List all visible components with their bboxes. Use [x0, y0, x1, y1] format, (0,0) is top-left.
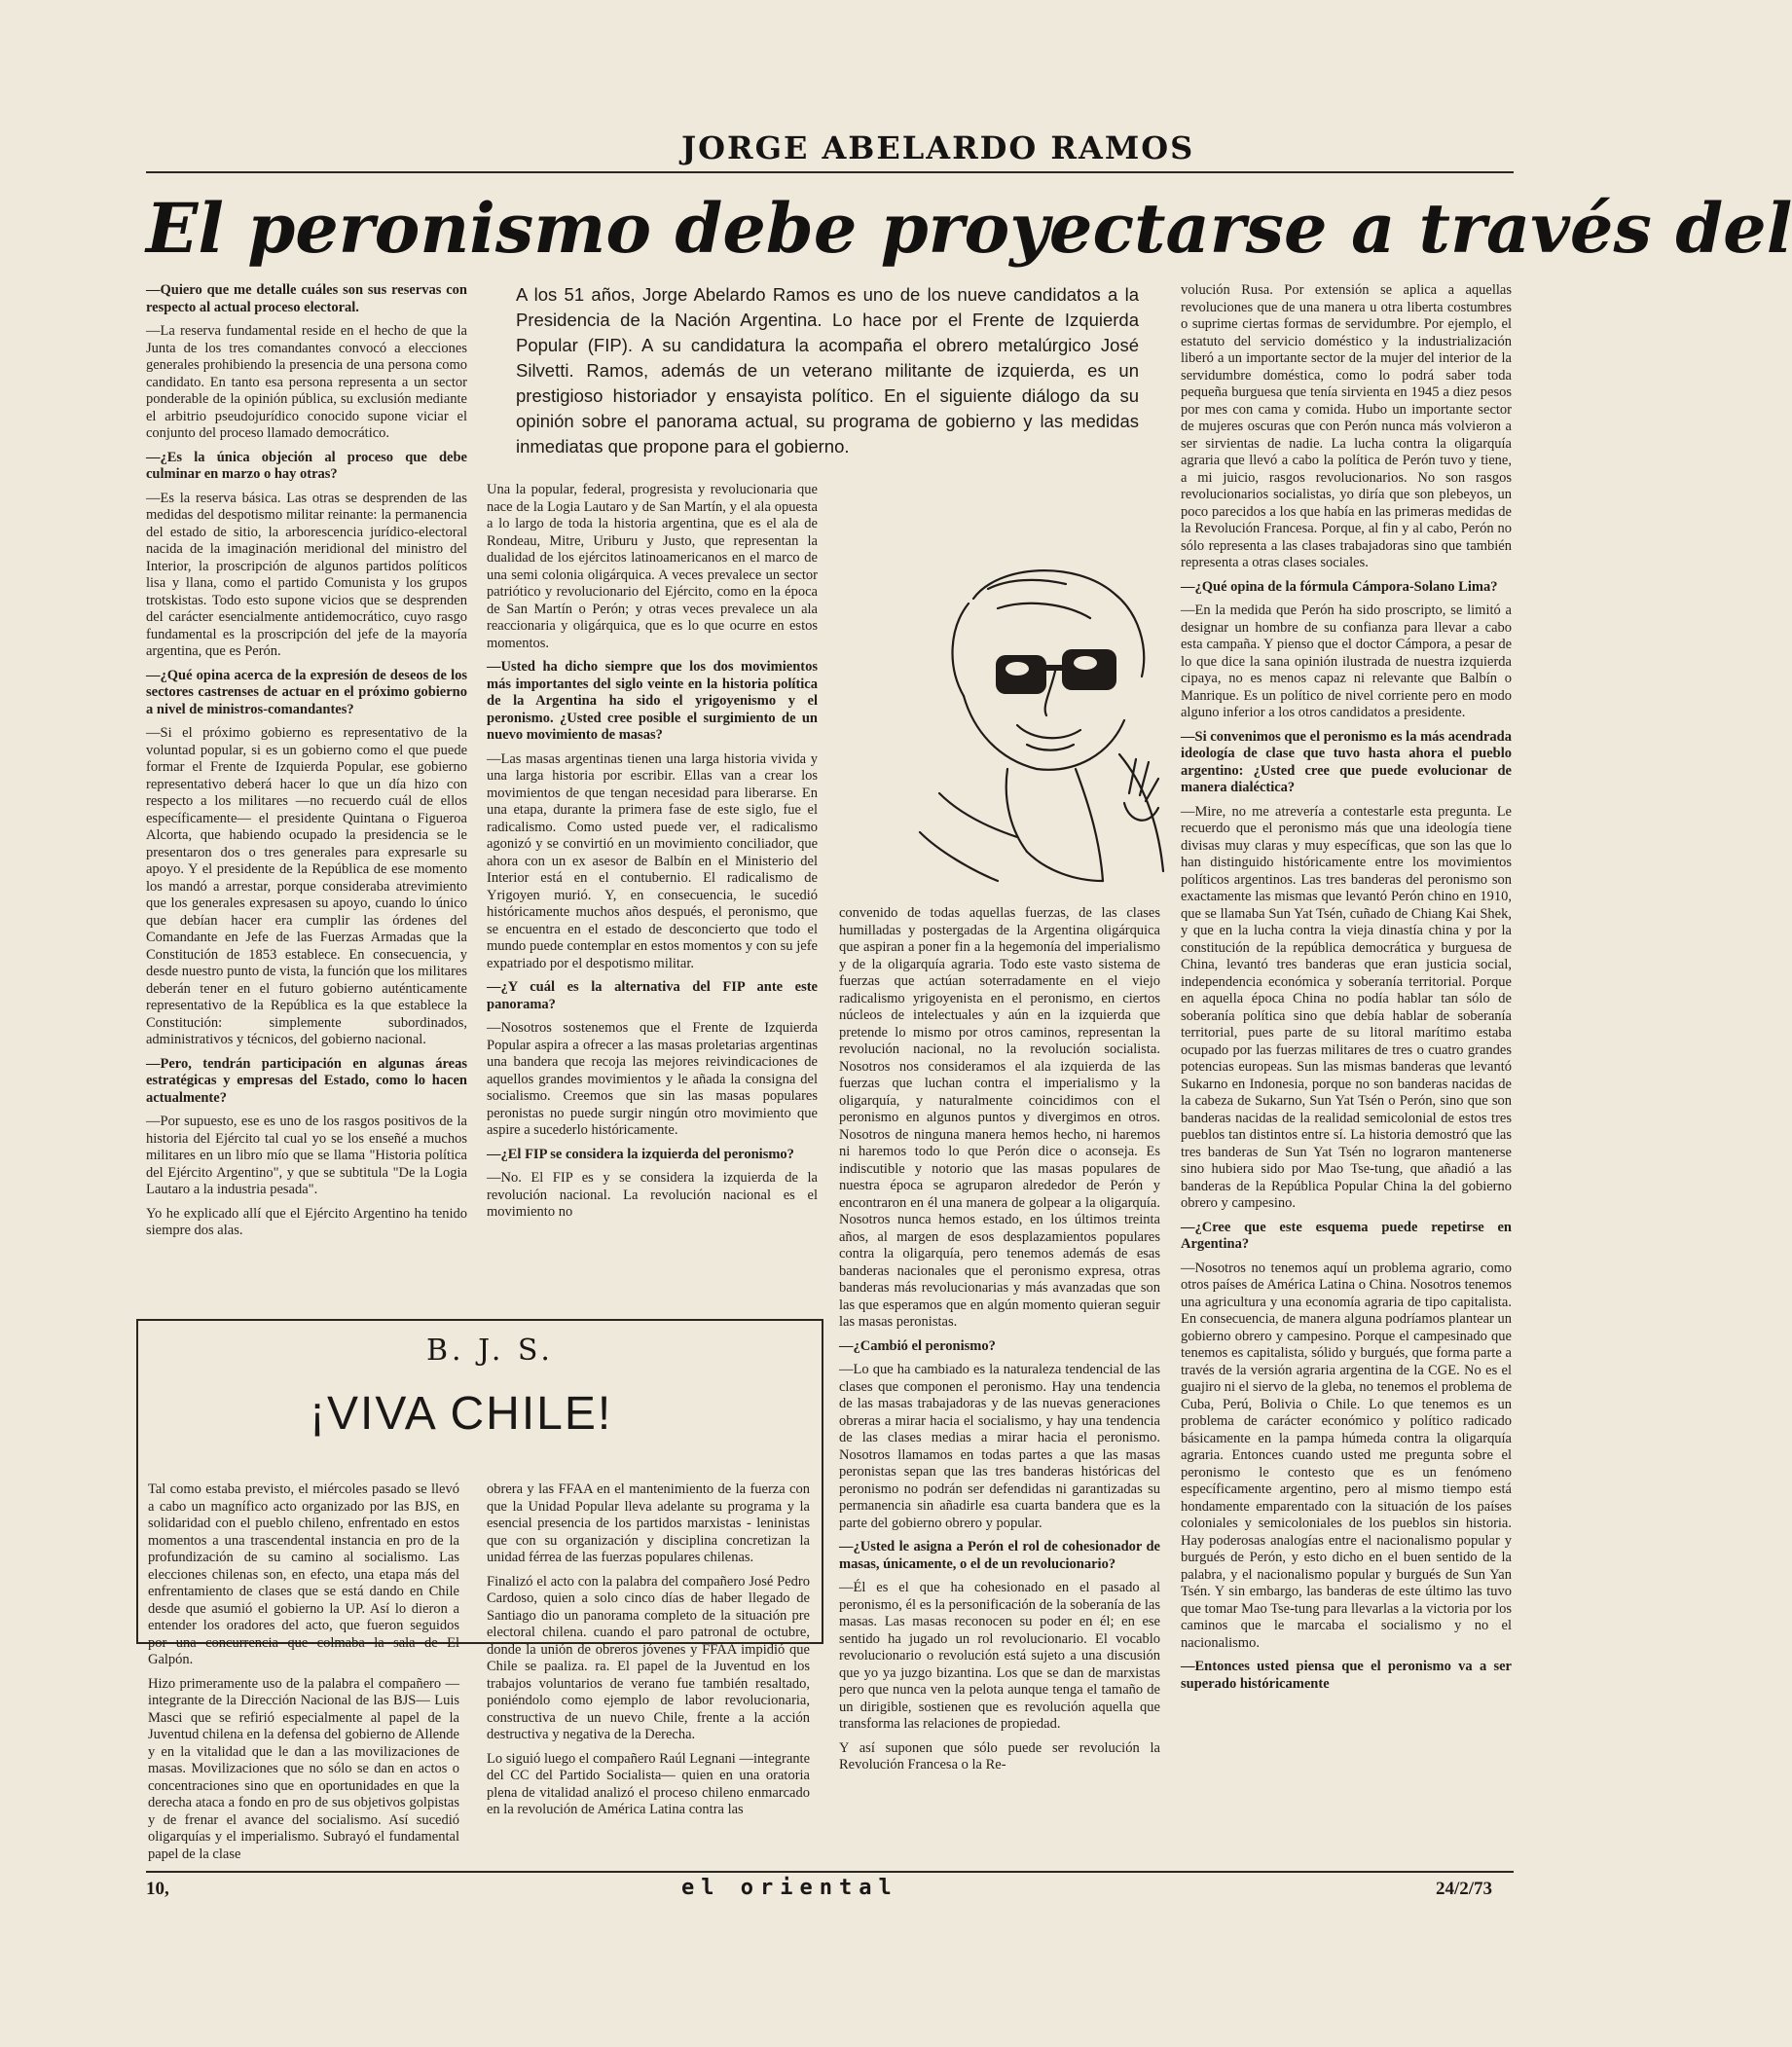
paragraph: Finalizó el acto con la palabra del compañero José Pedro Cardoso, quien a solo cinco días de haber llegado de Santiago dio un panorama completo de la situación pre electoral chilena. cuando el paro patronal de octubre, donde la unión de obreros jóvenes y FFAA impidió que Chile se paaliza. ra. El papel de la Juventud en los trabajos voluntarios de verano fue también resaltado, poniéndolo como ejemplo de labor revolucionaria, constructiva de un nuevo Chile, frente a la acción destructiva y negativa de la Derecha.	[487, 1573, 810, 1742]
headline: El peronismo debe proyectarse a través del	[146, 188, 1792, 269]
paragraph: —Lo que ha cambiado es la naturaleza tendencial de las clases que componen el peronismo. Hay una tendencia de las masas trabajadoras y de las nuevas generaciones obreras a mirar hacia el socialismo, y hay una tendencia de las clases medias a mirar hacia el peronismo. Nosotros llamamos en todas partes a que las masas peronistas sepan que las tres banderas históricas del peronismo no podrán ser defendidas ni garantizadas su permanencia sin añadirle esa cuarta bandera que es la parte del gobierno obrero y popular.	[839, 1362, 1160, 1531]
paragraph: —No. El FIP es y se considera la izquierda de la revolución nacional. La revolución nacional es el movimiento no	[487, 1170, 818, 1220]
paragraph: —Si el próximo gobierno es representativo de la voluntad popular, si es un gobierno como el que puede formar el Frente de Izquierda Popular, ese gobierno representativo deberá hacer lo que un día hizo con respecto a los militares —no recuerdo cuál de ellos específicamente— el presidente Quintana o Figueroa Alcorta, que habiendo ocupado la presidencia se le presentaron dos o tres generales para expresarle su apoyo. Y el presidente de la República de ese momento los mandó a arrestar, porque consideraba atrevimiento que los generales expresasen su apoyo, cuando lo único que debían hacer era cumplir las órdenes del Comandante en Jefe de las Fuerzas Armadas que la Constitución de 1853 establece. En consecuencia, y desde nuestro punto de vista, la función que los militares deberán tener en el futuro gobierno auténticamente representativo de la República es la que establece la Constitución: simplemente subordinados, administrativos y técnicos, del gobierno nacional.	[146, 725, 467, 1047]
paragraph: —La reserva fundamental reside en el hecho de que la Junta de los tres comandantes convocó a elecciones generales prohibiendo la presencia de una persona como candidato. En tanto esa persona representa a un sector ponderable de la opinión pública, su exclusión mediante el arbitrio pseudojurídico conocido supone viciar el conjunto del proceso llamado democrático.	[146, 323, 467, 441]
paragraph: volución Rusa. Por extensión se aplica a aquellas revoluciones que de una manera u otra liberta costumbres o suprime ciertas formas de servidumbre. Por ejemplo, el estatuto del servicio doméstico y la industrialización liberó a un importante sector de la mujer del interior de la servidumbre doméstica, como lo podrá saber toda pequeña burguesa que tenía sirvienta en 1945 a diez pesos por mes con cama y comida. Hubo un importante sector de mujeres oscuras que con Perón nunca más volvieron a ser sirvientas de nadie. La lucha contra la oligarquía agraria que llevó a cabo la política de Perón tuvo y tiene, a mi juicio, rasgos revolucionarios. No son rasgos revolucionarios socialistas, yo diría que son plebeyos, un poco parecidos a los que había en las primeras medidas de la Revolución Francesa. Porque, al fin y al cabo, Perón no sólo representa a las clases trabajadoras sino que también representa a otras clases sociales.	[1181, 282, 1512, 570]
issue-date: 24/2/73	[1436, 1879, 1493, 1899]
article-column-4	[1181, 282, 1512, 1692]
interview-question: —Si convenimos que el peronismo es la más acendrada ideología de clase que tuvo hasta ahora el pueblo argentino: ¿Usted cree que puede evolucionar de manera dialéctica?	[1181, 728, 1512, 795]
bjs-column-a	[148, 1481, 459, 1862]
paragraph: —Es la reserva básica. Las otras se desprenden de las medidas del despotismo militar reinante: la permanencia del estado de sitio, la arborescencia jurídico-electoral nacida de la imaginación meridional del ministro del Interior, la proscripción de algunos partidos políticos lisa y llana, como el partido Comunista y los grupos trotskistas. Todo esto supone vicios que se desprenden del carácter esencialmente antidemocrático, cuyo rasgo fundamental es la proscripción del jefe de la mayoría argentina, que es Perón.	[146, 490, 467, 659]
paragraph: —Nosotros no tenemos aquí un problema agrario, como otros países de América Latina o China. Nosotros tenemos una agricultura y una economía agraria de tipo capitalista. En consecuencia, de manera alguna podríamos plantear un gobierno obrero y campesino. Porque el campesinado que tenemos es capitalista, sólido y burgués, que forma parte a través de la versión agraria argentina de la CGE. No es el guajiro ni el siervo de la gleba, no tenemos el problema de Cuba, Perú, Bolivia o Chile. Lo que tenemos es un problema de carácter económico y político radicado básicamente en la pampa húmeda contra la oligarquía agraria. Entonces cuando usted me pregunta sobre el peronismo le contesto que es un fenómeno específicamente argentino, pero al mismo tiempo está hondamente emparentado con la situación de los países coloniales y semicoloniales de los pueblos sin historia. Hay poderosas analogías entre el nacionalismo popular y burgués de Perón, y esto dicho en el buen sentido de la palabra, y el nacionalismo popular y burgués de Sun Yan Tsén. Y sin embargo, las banderas de este último las tuvo que tomar Mao Tse-tung para llevarlas a la victoria por los caminos que le marcaba el socialismo y no el nacionalismo.	[1181, 1260, 1512, 1651]
interview-question: —¿Y cuál es la alternativa del FIP ante este panorama?	[487, 979, 818, 1012]
article-column-2	[487, 482, 818, 1368]
paragraph: obrera y las FFAA en el mantenimiento de la fuerza con que la Unidad Popular lleva adelante su programa y la esencial presencia de los partidos marxistas - leninistas que con su organización y disciplina concretizan la unidad férrea de las fuerzas populares chilenas.	[487, 1481, 810, 1565]
author-byline: JORGE ABELARDO RAMOS	[681, 129, 1195, 166]
article-intro: A los 51 años, Jorge Abelardo Ramos es uno de los nueve candidatos a la Presidencia de la Nación Argentina. Lo hace por el Frente de Izquierda Popular (FIP). A su candidatura la acompaña el obrero metalúrgico José Silvetti. Ramos, además de un veterano militante de izquierda, es un prestigioso historiador y ensayista político. En el siguiente diálogo da su opinión sobre el panorama actual, su programa de gobierno y las medidas inmediatas que propone para el gobierno.	[516, 284, 1139, 457]
paragraph: convenido de todas aquellas fuerzas, de las clases humilladas y postergadas de la Argentina oligárquica que aspiran a poner fin a la hegemonía del imperialismo y de la oligarquía agraria. Todo este vasto sistema de fuerzas que actúan soterradamente en el viejo radicalismo yrigoyenista en el peronismo, en ciertos núcleos de intelectuales y aún en la izquierda que pretende lo mismo por otros caminos, representan la revolución nacional, no la revolución socialista. Nosotros nos consideramos el ala izquierda de las fuerzas que luchan contra el imperialismo y la oligarquía, y naturalmente coincidimos con el peronismo en algunos puntos y divergimos en otros. Nosotros de ninguna manera hemos hecho, ni haremos ni haremos todo lo que Perón dice o aconseja. Es indiscutible y notorio que las masas populares de nuestra época se agruparon alrededor de Perón y encontraron en él una manera de golpear a la oligarquía. Nosotros nunca hemos estado, en los últimos treinta años, al margen de esos desplazamientos populares contra la oligarquía, pero tenemos además de esas banderas nacionales que el peronismo expresa, otras banderas más revolucionarias y más avanzadas que son las que esperamos que en algún momento quieran seguir las masas peronistas.	[839, 905, 1160, 1330]
paragraph: —Nosotros sostenemos que el Frente de Izquierda Popular aspira a ofrecer a las masas proletarias argentinas una bandera que recoja las mejores reivindicaciones de aquellos grandes movimientos y le añada la consigna del socialismo. Creemos que sin las masas populares peronistas no puede surgir ningún otro movimiento que aspire a sucederlo históricamente.	[487, 1020, 818, 1138]
interview-question: —¿Qué opina de la fórmula Cámpora-Solano Lima?	[1181, 578, 1498, 595]
publication-name: el oriental	[681, 1876, 898, 1900]
paragraph: Y así suponen que sólo puede ser revolución la Revolución Francesa o la Re-	[839, 1739, 1160, 1773]
paragraph: Una la popular, federal, progresista y revolucionaria que nace de la Logia Lautaro y de San Martín, y el ala opuesta a lo largo de toda la historia argentina, que es el ala de Rondeau, Mitre, Uriburu y Justo, que representan la dualidad de los ejércitos latinoamericanos en el marco de una semi colonia oligárquica. A veces prevalece un sector patriótico y revolucionario del Ejército, como en la época de San Martín o Perón; y otras veces prevalece un ala reaccionaria y oligárquica, que es lo que ocurre en estos momentos.	[487, 482, 818, 651]
paragraph: —Él es el que ha cohesionado en el pasado al peronismo, él es la personificación de la soberanía de las masas. Las masas reconocen su poder en él; en ese sentido ha jugado un rol revolucionario. El vocablo revolucionario o revolución está sujeto a una discusión que yo ya juzgo bizantina. Los que se dan de marxistas pero que nunca ven la pelota aunque tenga el tamaño de un dirigible, sostienen que es revolución aquella que transforma las relaciones de propiedad.	[839, 1580, 1160, 1732]
interview-question: —¿El FIP se considera la izquierda del peronismo?	[487, 1146, 794, 1162]
interview-question: —¿Cree que este esquema puede repetirse en Argentina?	[1181, 1219, 1512, 1252]
article-column-1	[146, 282, 467, 1304]
paragraph: Tal como estaba previsto, el miércoles pasado se llevó a cabo un magnífico acto organizado por las BJS, en solidaridad con el pueblo chileno, enfrentado en estos momentos a una trascendental instancia en pro de la profundización de su camino al socialismo. Las elecciones chilenas son, en efecto, una etapa más del enfrentamiento de clases que se está dando en Chile desde que asumió el gobierno la UP. Así lo dieron a entender los oradores del acto, que fueron seguidos por una concurrencia que colmaba la sala de El Galpón.	[148, 1481, 459, 1667]
caricature-illustration	[881, 560, 1202, 905]
paragraph: —Mire, no me atrevería a contestarle esta pregunta. Le recuerdo que el peronismo más que una ideología tiene divisas muy claras y muy específicas, que son las que lo han distinguido históricamente entre los movimientos políticos argentinos. Las tres banderas del peronismo son exactamente las mismas que levantó Perón chino en 1910, que se llamaba Sun Yat Tsén, cuñado de Chiang Kai Shek, y que en la lucha contra la vieja dinastía china y por la constitución de la república democrática y burguesa de China, levantó tres banderas que eran justicia social, independencia económica y soberanía territorial. Porque en aquella época China no podía hablar tan sólo de soberanía política sino que debía hablar de soberanía territorial, pues parte de su litoral marítimo estaba ocupado por las fuerzas militares de tres o cuatro grandes potencias europeas. Sun las mismas banderas que levantó Sukarno en Indonesia, porque no son banderas nacidas de la cabeza de Sukarno, Sun Yat Tsén o Perón, sino que son banderas nacidas de la realidad semicolonial de estos tres pueblos tan distintos entre sí. La historia demostró que las tres banderas de Sun Yat Tsén no lograron mantenerse sino hubiera sido por Mao Tse-tung, que añadió a las banderas de la República Popular China la del gobierno obrero y campesino.	[1181, 803, 1512, 1211]
article-column-3	[839, 905, 1160, 1773]
bjs-title: ¡VIVA CHILE!	[310, 1388, 613, 1440]
paragraph: —Las masas argentinas tienen una larga historia vivida y una larga historia por escribir. Ellas van a crear los movimientos de que tengan necesidad para liberarse. En una etapa, durante la primera fase de este siglo, fue el radicalismo. Como usted puede ver, el radicalismo agonizó y se convirtió en un movimiento conciliador, que ahora con un ex asesor de Balbín en el Ministerio del Interior está en el contubernio. El radicalismo de Yrigoyen murió. Y, en consecuencia, le sucedió históricamente muchos años después, el peronismo, que se encuentra en el estado de desconcierto que todo el mundo puede contemplar en estos momentos y con su jefe expatriado por el despotismo militar.	[487, 750, 818, 971]
bjs-org-name: B. J. S.	[426, 1334, 554, 1368]
paragraph: —En la medida que Perón ha sido proscripto, se limitó a designar un hombre de su confianza para llevar a cabo esta campaña. Y pienso que el doctor Cámpora, a pesar de lo que dice la sana opinión ilustrada de nuestra izquierda cipaya, no es menos capaz ni relevante que Balbín o Manrique. Es un político de nivel corriente pero en modo alguno inferior a los otros candidatos a presidente.	[1181, 603, 1512, 720]
interview-question: —Usted ha dicho siempre que los dos movimientos más importantes del siglo veinte en la historia política de la Argentina ha sido el yrigoyenismo y el peronismo. ¿Usted cree posible el surgimiento de un nuevo movimiento de masas?	[487, 659, 818, 743]
interview-question: —Pero, tendrán participación en algunas áreas estratégicas y empresas del Estado, como lo hacen actualmente?	[146, 1055, 467, 1106]
paragraph: Lo siguió luego el compañero Raúl Legnani —integrante del CC del Partido Socialista— quien en una oratoria plena de vitalidad analizó el proceso chileno enmarcado en la revolución de América Latina contra las	[487, 1750, 810, 1817]
interview-question: —Entonces usted piensa que el peronismo va a ser superado históricamente	[1181, 1659, 1512, 1692]
interview-question: —Quiero que me detalle cuáles son sus reservas con respecto al actual proceso electoral.	[146, 282, 467, 315]
top-rule	[146, 171, 1514, 173]
page-number: 10,	[146, 1879, 169, 1899]
paragraph: Hizo primeramente uso de la palabra el compañero —integrante de la Dirección Nacional de las BJS— Luis Masci que se refirió especialmente al papel de la Juventud chilena en la defensa del gobierno de Allende y en la vitalidad que le dan a las movilizaciones de masas. Movilizaciones que no sólo se dan en actos o concentraciones sino que en oportunidades en que la derecha ataca a fondo en pro de sus objetivos golpistas y de frenar el avance del socialismo. Así sucedió oligarquías y el imperialismo. Subrayó el fundamental papel de la clase	[148, 1675, 459, 1862]
footer-rule	[146, 1871, 1514, 1873]
bjs-column-b	[487, 1481, 810, 1817]
interview-question: —¿Es la única objeción al proceso que debe culminar en marzo o hay otras?	[146, 449, 467, 482]
interview-question: —¿Qué opina acerca de la expresión de deseos de los sectores castrenses de actuar en el próximo gobierno a nivel de ministros-comandantes?	[146, 667, 467, 717]
paragraph: —Por supuesto, ese es uno de los rasgos positivos de la historia del Ejército tal cual yo se los enseñé a muchos militares en un libro mío que se llama "Historia política del Ejército Argentino", y que se subtitula "De la Logia Lautaro a la industria pesada".	[146, 1114, 467, 1197]
interview-question: —¿Usted le asigna a Perón el rol de cohesionador de masas, únicamente, o el de un revolucionario?	[839, 1539, 1160, 1572]
paragraph: Yo he explicado allí que el Ejército Argentino ha tenido siempre dos alas.	[146, 1205, 467, 1238]
interview-question: —¿Cambió el peronismo?	[839, 1337, 996, 1354]
